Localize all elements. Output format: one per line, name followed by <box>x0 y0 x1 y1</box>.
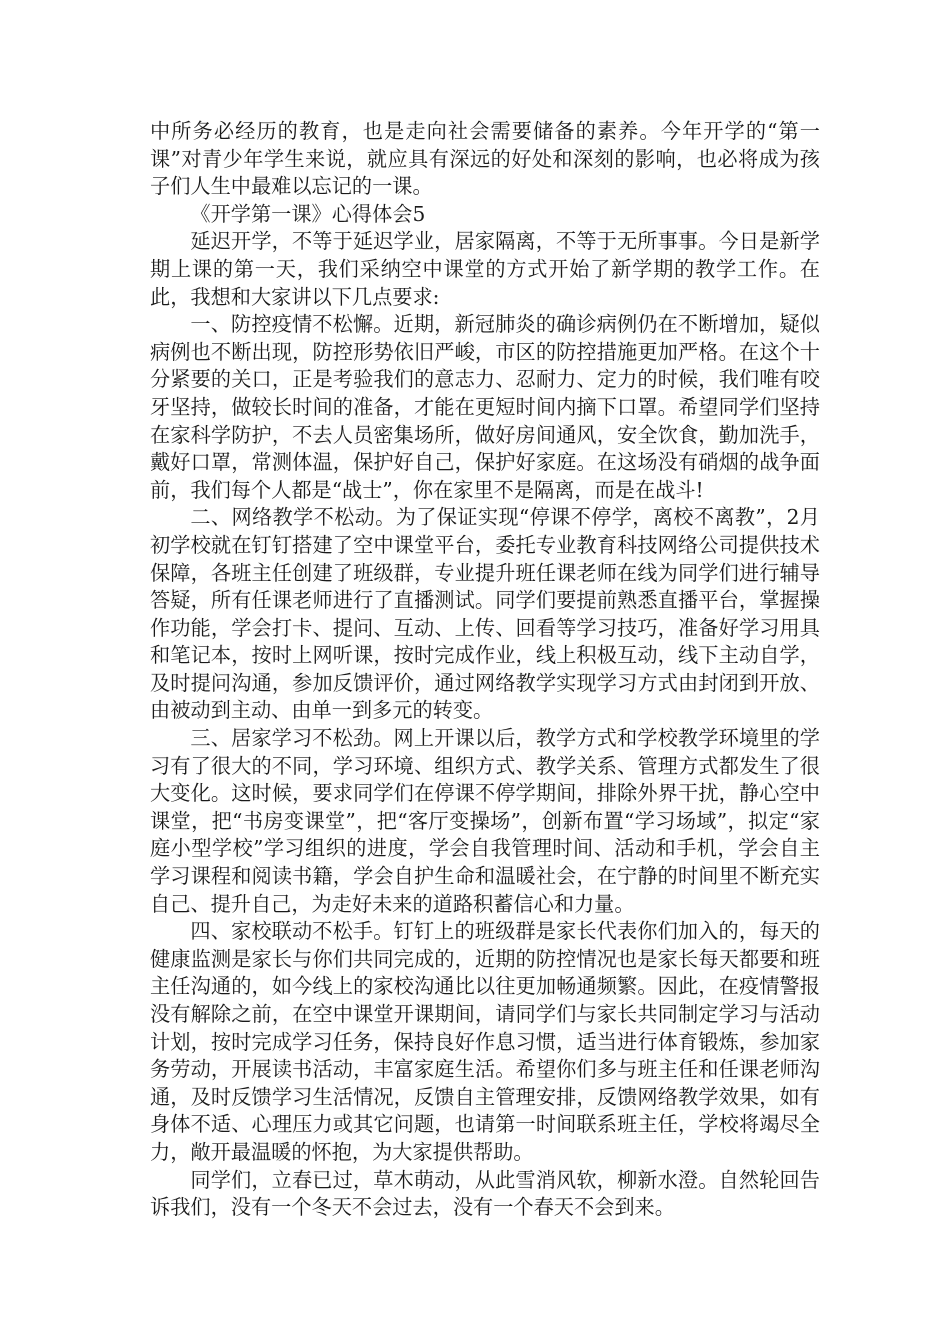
paragraph-point-4: 四、家校联动不松手。钉钉上的班级群是家长代表你们加入的，每天的健康监测是家长与你们共同完成的，近期的防控情况也是家长每天都要和班主任沟通的，如今线上的家校沟通比以往更加畅通频繁。因此，在疫情警报没有解除之前，在空中课堂开课期间，请同学们与家长共同制定学习与活动计划，按时完成学习任务，保持良好作息习惯，适当进行体育锻炼，参加家务劳动，开展读书活动，丰富家庭生活。希望你们多与班主任和任课老师沟通，及时反馈学习生活情况，反馈自主管理安排，反馈网络教学效果，如有身体不适、心理压力或其它问题，也请第一时间联系班主任，学校将竭尽全力，敞开最温暖的怀抱，为大家提供帮助。 <box>150 919 820 1164</box>
paragraph-continuation: 中所务必经历的教育，也是走向社会需要储备的素养。今年开学的“第一课”对青少年学生来说，就应具有深远的好处和深刻的影响，也必将成为孩子们人生中最难以忘记的一课。 <box>150 119 820 199</box>
paragraph-point-3: 三、居家学习不松劲。网上开课以后，教学方式和学校教学环境里的学习有了很大的不同，学习环境、组织方式、教学关系、管理方式都发生了很大变化。这时候，要求同学们在停课不停学期间，排除外界干扰，静心空中课堂，把“书房变课堂”，把“客厅变操场”，创新布置“学习场域”，拟定“家庭小型学校”学习组织的进度，学会自我管理时间、活动和手机，学会自主学习课程和阅读书籍，学会自护生命和温暖社会，在宁静的时间里不断充实自己、提升自己，为走好未来的道路积蓄信心和力量。 <box>150 726 820 916</box>
paragraph-point-2: 二、网络教学不松动。为了保证实现“停课不停学，离校不离教”，2月初学校就在钉钉搭建了空中课堂平台，委托专业教育科技网络公司提供技术保障，各班主任创建了班级群，专业提升班任课老师在线为同学们进行辅导答疑，所有任课老师进行了直播测试。同学们要提前熟悉直播平台，掌握操作功能，学会打卡、提问、互动、上传、回看等学习技巧，准备好学习用具和笔记本，按时上网听课，按时完成作业，线上积极互动，线下主动自学，及时提问沟通，参加反馈评价，通过网络教学实现学习方式由封闭到开放、由被动到主动、由单一到多元的转变。 <box>150 505 820 723</box>
document-body <box>150 118 820 1222</box>
paragraph-closing: 同学们，立春已过，草木萌动，从此雪消风软，柳新水澄。自然轮回告诉我们，没有一个冬天不会过去，没有一个春天不会到来。 <box>150 1167 820 1220</box>
paragraph-intro: 延迟开学，不等于延迟学业，居家隔离，不等于无所事事。今日是新学期上课的第一天，我们采纳空中课堂的方式开始了新学期的教学工作。在此，我想和大家讲以下几点要求: <box>150 229 820 309</box>
section-heading: 《开学第一课》心得体会5 <box>190 201 426 226</box>
paragraph-point-1: 一、防控疫情不松懈。近期，新冠肺炎的确诊病例仍在不断增加，疑似病例也不断出现，防控形势依旧严峻，市区的防控措施更加严格。在这个十分紧要的关口，正是考验我们的意志力、忍耐力、定力的时候，我们唯有咬牙坚持，做较长时间的准备，才能在更短时间内摘下口罩。希望同学们坚持在家科学防护，不去人员密集场所，做好房间通风，安全饮食，勤加洗手，戴好口罩，常测体温，保护好自己，保护好家庭。在这场没有硝烟的战争面前，我们每个人都是“战士”，你在家里不是隔离，而是在战斗! <box>150 312 820 502</box>
